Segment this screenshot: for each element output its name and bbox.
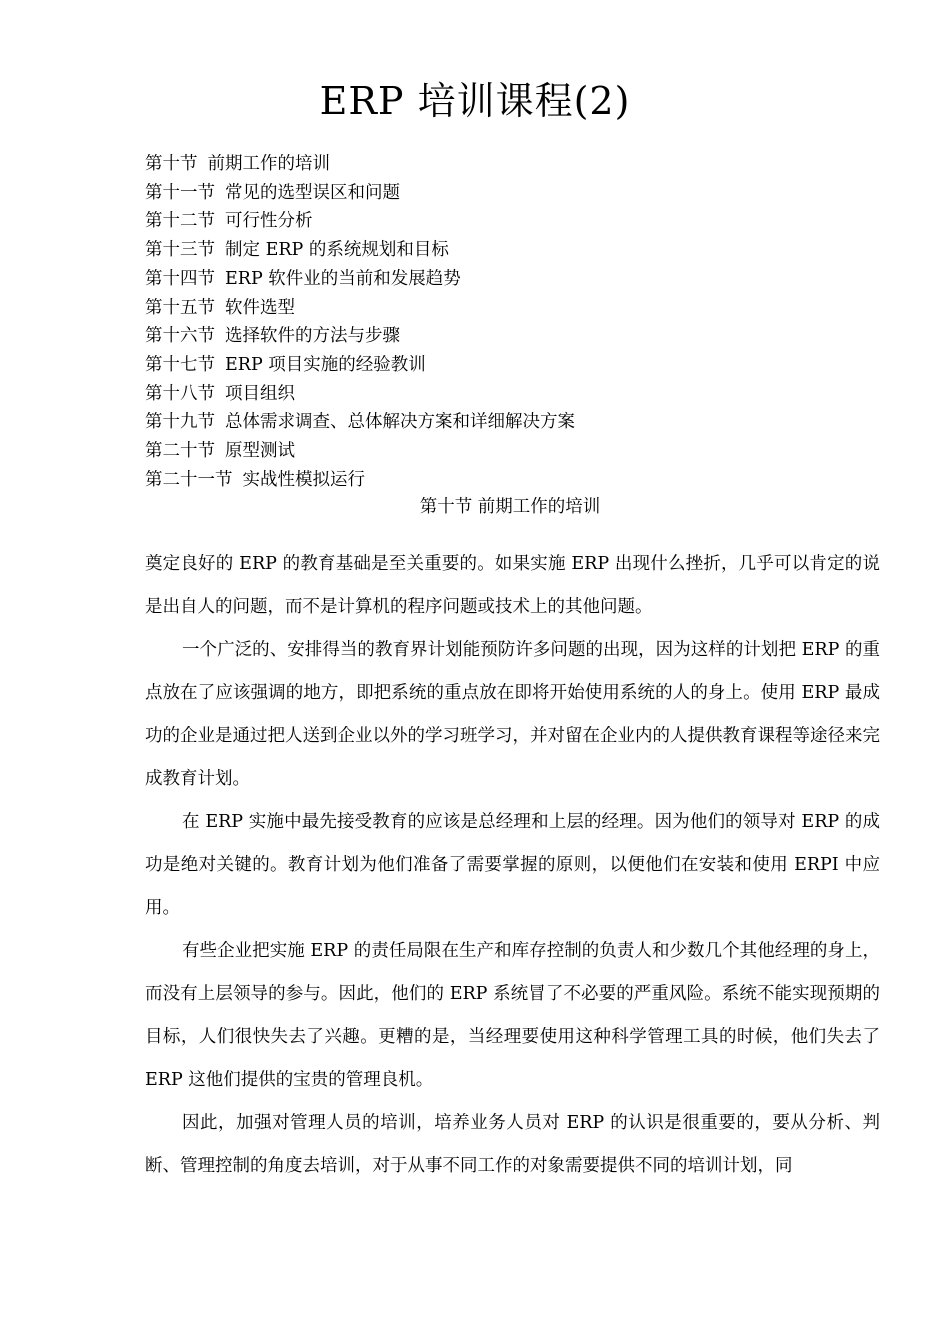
- toc-item: [145, 179, 575, 208]
- paragraph: 一个广泛的、安排得当的教育界计划能预防许多问题的出现，因为这样的计划把 ERP 的重点放在了应该强调的地方，即把系统的重点放在即将开始使用系统的人的身上。使用 ERP 最成功的企业是通过把人送到企业以外的学习班学习，并对留在企业内的人提供教育课程等途径来完成教育计划。: [145, 640, 880, 789]
- paragraph: 奠定良好的 ERP 的教育基础是至关重要的。如果实施 ERP 出现什么挫折，几乎可以肯定的说是出自人的问题，而不是计算机的程序问题或技术上的其他问题。: [145, 554, 880, 617]
- toc-item: [145, 322, 575, 351]
- document-title: ERP 培训课程(2): [319, 79, 631, 123]
- toc-item-text: 软件选型: [225, 297, 295, 318]
- paragraph: 在 ERP 实施中最先接受教育的应该是总经理和上层的经理。因为他们的领导对 ERP 的成功是绝对关键的。教育计划为他们准备了需要掌握的原则，以便他们在安装和使用 ERPI 中应用。: [145, 812, 880, 918]
- toc-item-number: 第二十节: [145, 441, 215, 462]
- toc-item: [145, 408, 575, 437]
- toc-item-number: 第十三节: [145, 240, 215, 261]
- toc-item-number: 第十节: [145, 154, 198, 174]
- toc-item: [145, 466, 575, 495]
- toc-item-text: 可行性分析: [225, 211, 313, 232]
- toc-item: [145, 380, 575, 409]
- paragraph: 因此，加强对管理人员的培训，培养业务人员对 ERP 的认识是很重要的，要从分析、判断、管理控制的角度去培训，对于从事不同工作的对象需要提供不同的培训计划，同: [145, 1113, 880, 1176]
- toc-item: [145, 265, 575, 294]
- toc-item-text: ERP 软件业的当前和发展趋势: [225, 268, 461, 289]
- toc-item: [145, 351, 575, 380]
- toc-item-text: 原型测试: [225, 441, 295, 462]
- toc-item-text: 常见的选型误区和问题: [225, 182, 400, 203]
- toc-item: [145, 236, 575, 265]
- section-heading: 第十节 前期工作的培训: [419, 497, 601, 517]
- toc-item-text: 制定 ERP 的系统规划和目标: [225, 240, 449, 261]
- section-body: [145, 543, 880, 1188]
- table-of-contents: [145, 150, 575, 494]
- toc-item-text: 选择软件的方法与步骤: [225, 326, 400, 347]
- paragraph: 有些企业把实施 ERP 的责任局限在生产和库存控制的负责人和少数几个其他经理的身上，而没有上层领导的参与。因此，他们的 ERP 系统冒了不必要的严重风险。系统不能实现预期的目标，人们很快失去了兴趣。更糟的是，当经理要使用这种科学管理工具的时候，他们失去了 ERP 这他们提供的宝贵的管理良机。: [145, 941, 880, 1090]
- toc-item: [145, 437, 575, 466]
- toc-item-number: 第十五节: [145, 297, 215, 318]
- toc-item-number: 第十六节: [145, 326, 215, 347]
- toc-item-number: 第十二节: [145, 211, 215, 232]
- toc-item-number: 第十九节: [145, 412, 215, 433]
- toc-item-number: 第十七节: [145, 354, 215, 375]
- toc-item: [145, 150, 575, 179]
- toc-item-number: 第十八节: [145, 383, 215, 404]
- toc-item-text: 总体需求调查、总体解决方案和详细解决方案: [225, 412, 575, 433]
- toc-item-number: 第十一节: [145, 182, 215, 203]
- toc-item-number: 第十四节: [145, 268, 215, 289]
- toc-item: [145, 294, 575, 323]
- toc-item-text: 前期工作的培训: [207, 154, 330, 174]
- toc-item: [145, 207, 575, 236]
- toc-item-text: 实战性模拟运行: [242, 469, 365, 490]
- toc-item-number: 第二十一节: [145, 469, 233, 490]
- toc-item-text: ERP 项目实施的经验教训: [225, 354, 426, 375]
- toc-item-text: 项目组织: [225, 383, 295, 404]
